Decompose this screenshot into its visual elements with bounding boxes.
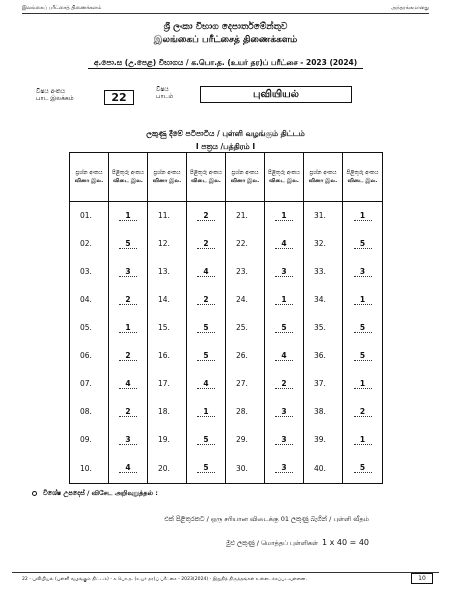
question-number-header: ප්‍රශ්න අංකය வினா இல. bbox=[148, 153, 187, 202]
question-number: 35. bbox=[304, 314, 343, 342]
special-instructions: විශේෂ උපදෙස් / விசேட அறிவுறுத்தல் : bbox=[32, 489, 158, 498]
answer-number: 3 bbox=[265, 426, 304, 454]
table-row bbox=[70, 342, 383, 370]
subject-code-label: විෂය අංකය பாட இலக்கம் bbox=[36, 88, 74, 102]
table-row bbox=[70, 314, 383, 342]
answer-number: 4 bbox=[109, 370, 148, 398]
table-row bbox=[70, 286, 383, 314]
question-number: 15. bbox=[148, 314, 187, 342]
subject-label: විෂය பாடம் bbox=[156, 86, 174, 100]
answer-number: 5 bbox=[343, 230, 383, 258]
answer-number: 1 bbox=[265, 202, 304, 230]
table-row bbox=[70, 398, 383, 426]
question-number: 39. bbox=[304, 426, 343, 454]
answer-number: 2 bbox=[109, 342, 148, 370]
answer-number: 5 bbox=[265, 314, 304, 342]
answer-number-header: පිළිතුරු අංකය விடை இல. bbox=[343, 153, 383, 202]
question-number: 25. bbox=[226, 314, 265, 342]
answer-number: 2 bbox=[187, 286, 226, 314]
question-number: 31. bbox=[304, 202, 343, 230]
marking-scheme-title: ලකුණු දීමේ පටිපාටිය / புள்ளி வழங்கும் திட்டம் bbox=[146, 129, 305, 138]
question-number: 08. bbox=[70, 398, 109, 426]
footer-text: 22 - புவியியல் (புள்ளி வழங்கும் திட்டம்) - க.பொ.த. (உயர் தர)ப் பரீட்சை - 2023(2024) - இறுதித் திருத்தங்கள் உள்ளடக்கப்படவுள்ளன. bbox=[22, 577, 307, 582]
answer-number: 3 bbox=[265, 454, 304, 484]
answer-number: 5 bbox=[343, 454, 383, 484]
question-number: 19. bbox=[148, 426, 187, 454]
subject-name: புவியியல் bbox=[200, 86, 352, 103]
answer-number: 1 bbox=[265, 286, 304, 314]
question-number: 04. bbox=[70, 286, 109, 314]
answer-number: 3 bbox=[265, 398, 304, 426]
answer-number: 5 bbox=[187, 426, 226, 454]
answer-number: 4 bbox=[109, 454, 148, 484]
answer-number: 5 bbox=[343, 314, 383, 342]
question-number: 12. bbox=[148, 230, 187, 258]
question-number: 07. bbox=[70, 370, 109, 398]
answer-number: 3 bbox=[343, 258, 383, 286]
answer-number: 3 bbox=[265, 258, 304, 286]
bullet-icon bbox=[32, 491, 37, 496]
answer-number: 4 bbox=[187, 258, 226, 286]
table-row bbox=[70, 258, 383, 286]
question-number: 29. bbox=[226, 426, 265, 454]
question-number: 03. bbox=[70, 258, 109, 286]
answer-number: 5 bbox=[109, 230, 148, 258]
answer-number: 1 bbox=[343, 426, 383, 454]
top-bar-left: இலங்கைப் பரீட்சைத் திணைக்களம் bbox=[22, 5, 102, 11]
question-number: 40. bbox=[304, 454, 343, 484]
exam-title-underline bbox=[88, 68, 363, 69]
answer-number-header: පිළිතුරු අංකය விடை இல. bbox=[109, 153, 148, 202]
table-row bbox=[70, 230, 383, 258]
question-number-header: ප්‍රශ්න අංකය வினா இல. bbox=[304, 153, 343, 202]
paper-title: I පත්‍රය /பத்திரம் I bbox=[195, 142, 256, 151]
question-number: 17. bbox=[148, 370, 187, 398]
question-number: 02. bbox=[70, 230, 109, 258]
page-number: 10 bbox=[411, 573, 433, 584]
question-number: 22. bbox=[226, 230, 265, 258]
question-number: 20. bbox=[148, 454, 187, 484]
top-bar-right: அந்தரங்கமானது bbox=[390, 5, 429, 11]
exam-title: අ.පො.ස (උ.පෙළ) විභාගය / க.பொ.த. (உயர் தர)ப் பரீட்சை - 2023 (2024) bbox=[93, 58, 358, 67]
top-bar bbox=[22, 5, 429, 14]
question-number: 21. bbox=[226, 202, 265, 230]
answer-number-header: පිළිතුරු අංකය விடை இல. bbox=[265, 153, 304, 202]
answer-number: 2 bbox=[109, 286, 148, 314]
answer-number: 3 bbox=[109, 426, 148, 454]
answer-number-header: පිළිතුරු අංකය விடை இல. bbox=[187, 153, 226, 202]
question-number: 32. bbox=[304, 230, 343, 258]
answer-number: 2 bbox=[187, 230, 226, 258]
answer-number: 2 bbox=[343, 398, 383, 426]
answer-number: 1 bbox=[343, 202, 383, 230]
question-number: 34. bbox=[304, 286, 343, 314]
answer-number: 5 bbox=[187, 314, 226, 342]
total-marks-calc: 1 x 40 = 40 bbox=[321, 538, 369, 547]
question-number: 27. bbox=[226, 370, 265, 398]
answer-number: 4 bbox=[265, 230, 304, 258]
question-number: 01. bbox=[70, 202, 109, 230]
table-row bbox=[70, 370, 383, 398]
question-number: 11. bbox=[148, 202, 187, 230]
answer-number: 4 bbox=[187, 370, 226, 398]
question-number: 09. bbox=[70, 426, 109, 454]
table-row bbox=[70, 426, 383, 454]
question-number: 30. bbox=[226, 454, 265, 484]
question-number: 26. bbox=[226, 342, 265, 370]
question-number: 28. bbox=[226, 398, 265, 426]
question-number-header: ප්‍රශ්න අංකය வினா இல. bbox=[70, 153, 109, 202]
marks-per-answer: එක් පිළිතුරකට / ஒரு சரியான விடைக்கு 01 ලකුණු බැගින් / புள்ளி வீதம் bbox=[164, 515, 369, 523]
answer-number: 2 bbox=[187, 202, 226, 230]
answer-table bbox=[69, 152, 383, 484]
answer-number: 3 bbox=[109, 258, 148, 286]
table-row bbox=[70, 202, 383, 230]
total-marks: මුළු ලකුණු / மொத்தப் புள்ளிகள் 1 x 40 = 40 bbox=[225, 538, 369, 547]
answer-number: 1 bbox=[109, 202, 148, 230]
answer-number: 5 bbox=[343, 342, 383, 370]
subject-code: 22 bbox=[104, 90, 134, 105]
question-number: 16. bbox=[148, 342, 187, 370]
question-number: 36. bbox=[304, 342, 343, 370]
question-number: 33. bbox=[304, 258, 343, 286]
question-number: 37. bbox=[304, 370, 343, 398]
answer-number: 4 bbox=[265, 342, 304, 370]
question-number: 10. bbox=[70, 454, 109, 484]
answer-number: 5 bbox=[187, 454, 226, 484]
footer bbox=[12, 574, 439, 586]
question-number: 38. bbox=[304, 398, 343, 426]
answer-number: 1 bbox=[109, 314, 148, 342]
question-number: 24. bbox=[226, 286, 265, 314]
answer-number: 2 bbox=[109, 398, 148, 426]
question-number: 13. bbox=[148, 258, 187, 286]
question-number: 23. bbox=[226, 258, 265, 286]
question-number: 06. bbox=[70, 342, 109, 370]
answer-number: 2 bbox=[265, 370, 304, 398]
department-sinhala: ශ්‍රී ලංකා විභාග දෙපාර්තමේන්තුව bbox=[163, 22, 288, 32]
department-tamil: இலங்கைப் பரீட்சைத் திணைக்களம் bbox=[153, 35, 298, 45]
answer-number: 1 bbox=[187, 398, 226, 426]
table-row bbox=[70, 454, 383, 484]
question-number: 05. bbox=[70, 314, 109, 342]
answer-number: 1 bbox=[343, 370, 383, 398]
answer-number: 1 bbox=[343, 286, 383, 314]
answer-number: 5 bbox=[187, 342, 226, 370]
question-number-header: ප්‍රශ්න අංකය வினா இல. bbox=[226, 153, 265, 202]
question-number: 14. bbox=[148, 286, 187, 314]
question-number: 18. bbox=[148, 398, 187, 426]
